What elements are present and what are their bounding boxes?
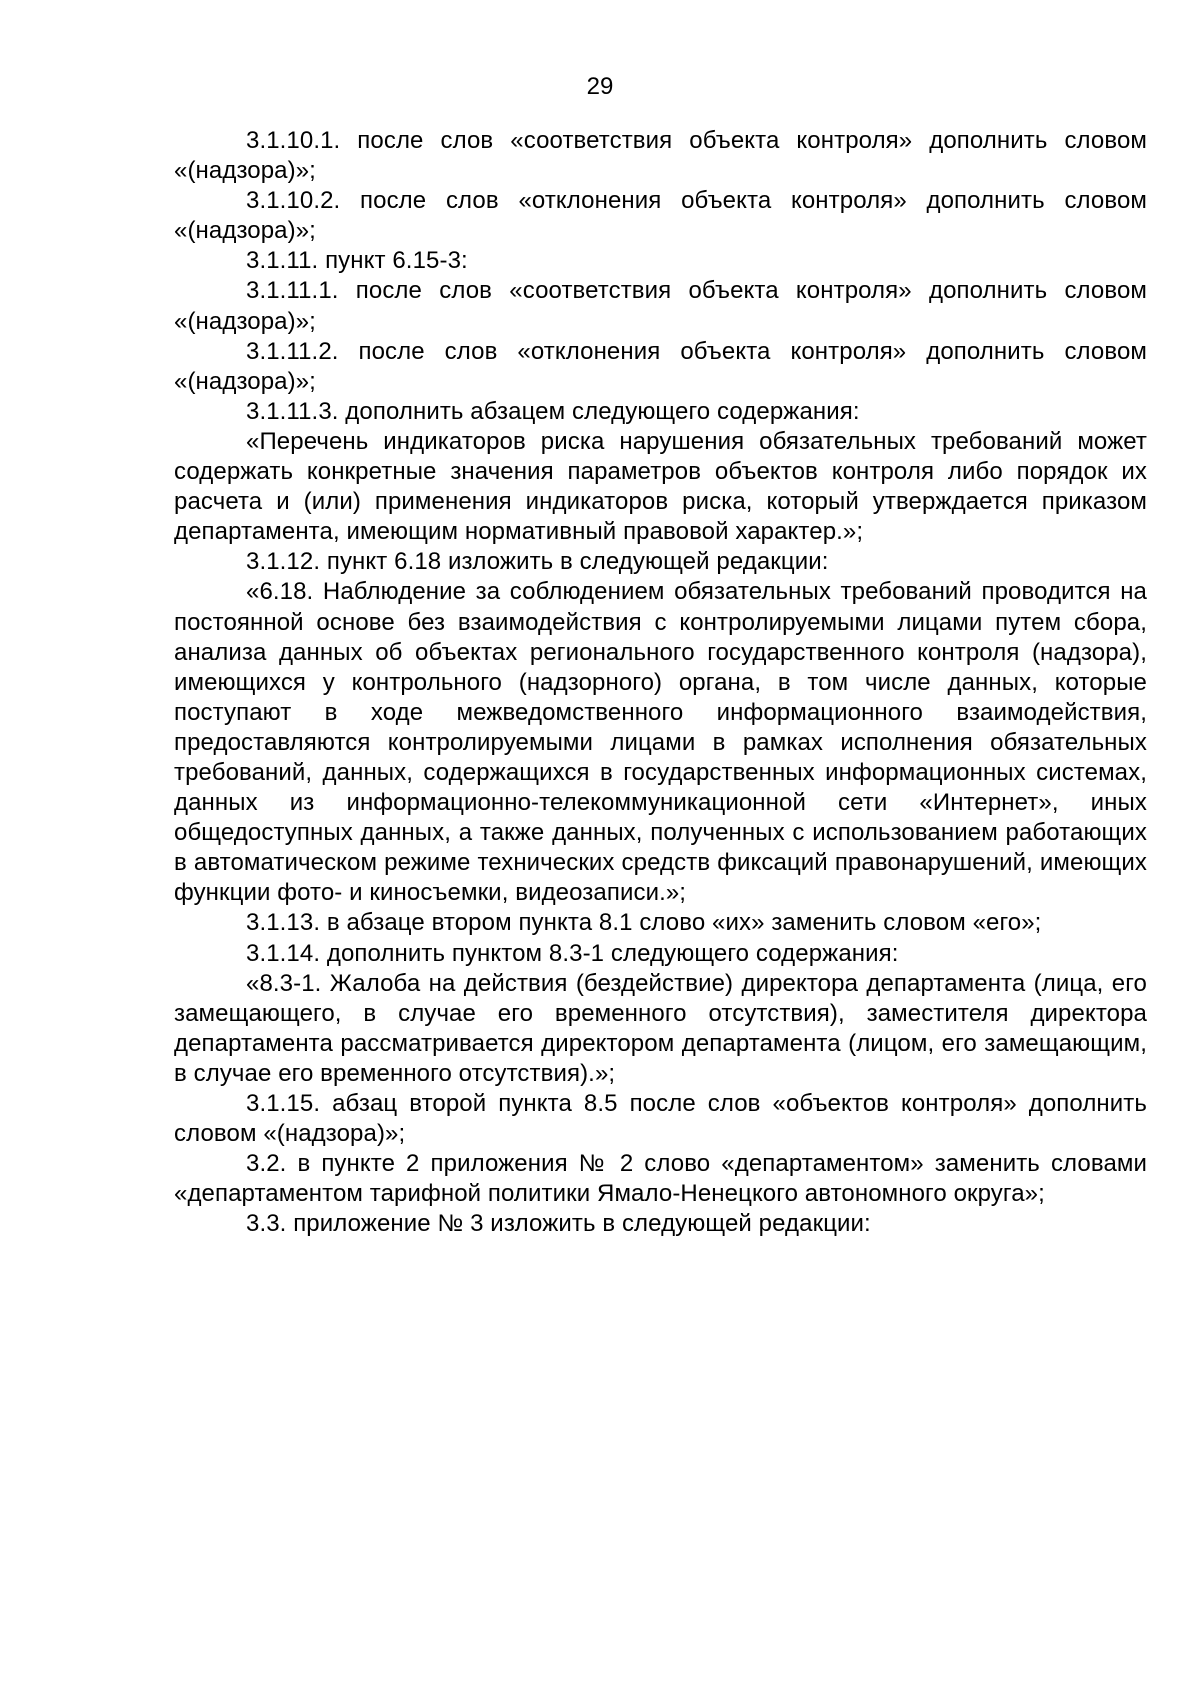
paragraph-risk-indicators-quote: «Перечень индикаторов риска нарушения обязательных требований может содержать конкретные значения параметров объектов контроля либо порядок их расчета и (или) применения индикаторов риска, который утверждается приказом департамента, имеющим нормативный правовой характер.»; bbox=[174, 427, 1147, 546]
page-number: 29 bbox=[586, 73, 614, 100]
paragraph-3-1-15: 3.1.15. абзац второй пункта 8.5 после слов «объектов контроля» дополнить словом «(надзора)»; bbox=[174, 1090, 1147, 1148]
paragraph-3-1-11-1: 3.1.11.1. после слов «соответствия объекта контроля» дополнить словом «(надзора)»; bbox=[174, 277, 1147, 335]
paragraph-3-3: 3.3. приложение № 3 изложить в следующей редакции: bbox=[246, 1210, 871, 1238]
paragraph-3-2: 3.2. в пункте 2 приложения № 2 слово «департаментом» заменить словами «департаментом тарифной политики Ямало-Ненецкого автономного округа»; bbox=[174, 1150, 1147, 1208]
paragraph-3-1-11-3: 3.1.11.3. дополнить абзацем следующего содержания: bbox=[246, 397, 860, 425]
paragraph-3-1-11: 3.1.11. пункт 6.15-3: bbox=[246, 247, 468, 275]
paragraph-3-1-10-2: 3.1.10.2. после слов «отклонения объекта контроля» дополнить словом «(надзора)»; bbox=[174, 187, 1147, 245]
paragraph-3-1-11-2: 3.1.11.2. после слов «отклонения объекта контроля» дополнить словом «(надзора)»; bbox=[174, 337, 1147, 395]
paragraph-8-3-1-quote: «8.3-1. Жалоба на действия (бездействие) директора департамента (лица, его замещающего, в случае его временного отсутствия), заместителя директора департамента рассматривается директором департамента (лицом, его замещающим, в случае его временного отсутствия).»; bbox=[174, 969, 1147, 1087]
document-body bbox=[174, 126, 1147, 1239]
paragraph-3-1-10-1: 3.1.10.1. после слов «соответствия объекта контроля» дополнить словом «(надзора)»; bbox=[174, 127, 1147, 185]
paragraph-6-18-quote: «6.18. Наблюдение за соблюдением обязательных требований проводится на постоянной основе без взаимодействия с контролируемыми лицами путем сбора, анализа данных об объектах регионального государственного контроля (надзора), имеющихся у контрольного (надзорного) органа, в том числе данных, которые поступают в ходе межведомственного информационного взаимодействия, предоставляются контролируемыми лицами в рамках исполнения обязательных требований, данных, содержащихся в государственных информационных системах, данных из информационно-телекоммуникационной сети «Интернет», иных общедоступных данных, а также данных, полученных с использованием работающих в автоматическом режиме технических средств фиксаций правонарушений, имеющих функции фото- и киносъемки, видеозаписи.»; bbox=[174, 578, 1147, 907]
paragraph-3-1-13: 3.1.13. в абзаце втором пункта 8.1 слово «их» заменить словом «его»; bbox=[246, 909, 1042, 937]
paragraph-3-1-12: 3.1.12. пункт 6.18 изложить в следующей редакции: bbox=[246, 548, 829, 576]
paragraph-3-1-14: 3.1.14. дополнить пунктом 8.3-1 следующего содержания: bbox=[246, 939, 899, 967]
